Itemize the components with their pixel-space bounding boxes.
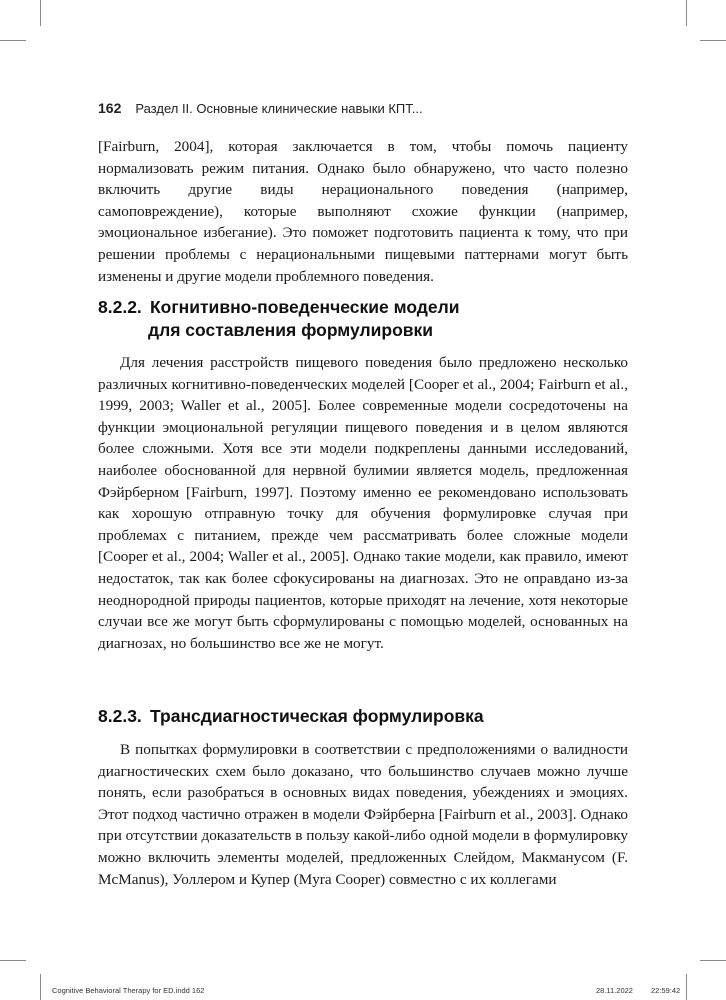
page-number: 162 xyxy=(98,100,122,116)
running-head-title: Раздел II. Основные клинические навыки КПТ... xyxy=(135,101,423,116)
crop-mark xyxy=(700,40,726,41)
section-number: 8.2.2. xyxy=(98,297,142,317)
section-heading-822 xyxy=(98,296,460,342)
section-number: 8.2.3. xyxy=(98,706,142,726)
section-title: Трансдиагностическая формулировка xyxy=(150,706,484,726)
crop-mark xyxy=(40,974,41,1000)
section-heading-823 xyxy=(98,705,484,728)
crop-mark xyxy=(686,0,687,26)
running-head xyxy=(98,100,423,116)
section-822-paragraph: Для лечения расстройств пищевого поведения было предложено несколько различных когнитивно-поведенческих моделей [Cooper et al., 2004; Fairburn et al., 1999, 2003; Waller et al., 2005]. Более современные модели сосредоточены на функции эмоциональной регуляции пищевого поведения и в целом являются более сложными. Хотя все эти модели подкреплены данными исследований, наиболее обоснованной для нервной булимии является модель, предложенная Фэйрберном [Fairburn, 1997]. Поэтому именно ее рекомендовано использовать как хорошую отправную точку для обучения формулировке случая при проблемах с питанием, прежде чем рассматривать более сложные модели [Cooper et al., 2004; Waller et al., 2005]. Однако такие модели, как правило, имеют недостаток, так как более сфокусированы на диагнозах. Это не оправдано из-за неоднородной природы пациентов, которые приходят на лечение, хотя некоторые случаи все же могут быть сформулированы с помощью моделей, основанных на диагнозах, но большинство все же не могут. xyxy=(98,354,628,652)
section-title-line1: Когнитивно-поведенческие модели xyxy=(150,297,460,317)
crop-mark xyxy=(700,960,726,961)
section-823-paragraph: В попытках формулировки в соответствии с предположениями о валидности диагностических схем было доказано, что большинство случаев можно лучше понять, если разобраться в основных видах поведения, убеждениях и эмоциях. Этот подход частично отражен в модели Фэйрберна [Fairburn et al., 2003]. Однако при отсутствии доказательств в пользу какой-либо одной модели в формулировку можно включить элементы моделей, предложенных Слейдом, Макманусом (F. McManus), Уоллером и Купер (Myra Cooper) совместно с их коллегами xyxy=(98,741,628,888)
intro-paragraph: [Fairburn, 2004], которая заключается в том, чтобы помочь пациенту нормализовать режим питания. Однако было обнаружено, что часто полезно включить другие виды нерационального поведения (например, самоповреждение), которые выполняют схожие функции (например, эмоциональное избегание). Это поможет подготовить пациента к тому, что при решении проблемы с нерациональными пищевыми паттернами могут быть изменены и другие модели проблемного поведения. xyxy=(98,138,628,285)
crop-mark xyxy=(0,960,26,961)
intro-paragraph-block xyxy=(98,136,628,287)
section-823-body xyxy=(98,739,628,890)
crop-mark xyxy=(40,0,41,26)
section-title-line2: для составления формулировки xyxy=(148,320,434,340)
print-slug-time: 22:59:42 xyxy=(651,986,681,995)
crop-mark xyxy=(0,40,26,41)
section-822-body xyxy=(98,352,628,654)
print-slug-date: 28.11.2022 xyxy=(596,986,633,995)
print-slug-file: Cognitive Behavioral Therapy for ED.indd 162 xyxy=(52,986,205,995)
crop-mark xyxy=(686,974,687,1000)
